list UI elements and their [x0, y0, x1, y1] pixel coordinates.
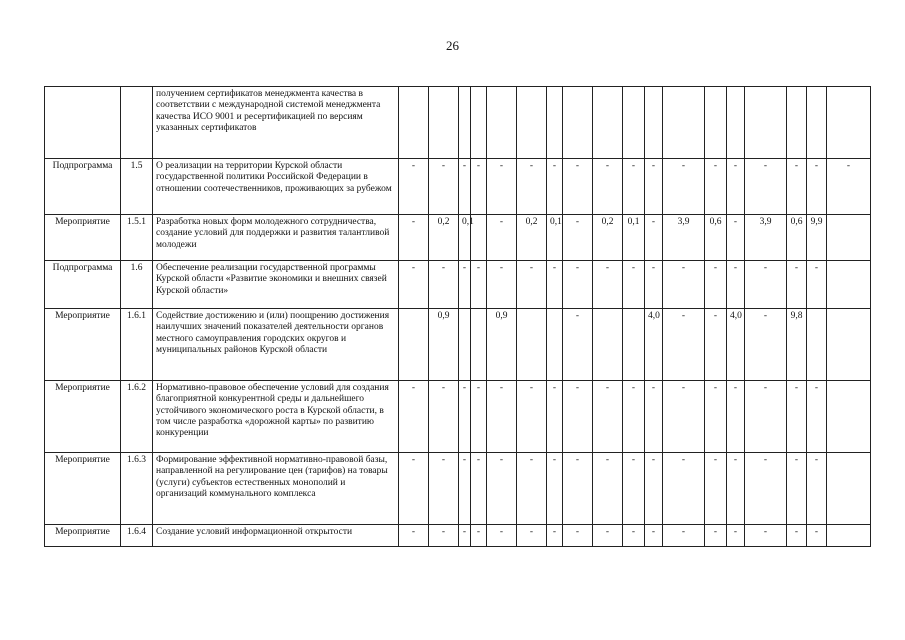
value-cell: [429, 87, 459, 159]
value-text: -: [529, 263, 534, 273]
value-cell: [807, 381, 827, 453]
value-cell: [429, 453, 459, 525]
row-type-cell: Мероприятие: [45, 215, 121, 261]
value-cell: [645, 381, 663, 453]
value-cell: [787, 525, 807, 547]
value-cell: [745, 525, 787, 547]
value-cell: [399, 381, 429, 453]
value-cell: [787, 261, 807, 309]
value-text: 4,0: [730, 311, 742, 321]
value-text: -: [552, 263, 557, 273]
value-text: -: [814, 161, 819, 171]
value-text: -: [814, 263, 819, 273]
value-text: -: [552, 161, 557, 171]
value-text: -: [631, 263, 636, 273]
value-cell: [727, 261, 745, 309]
value-text: -: [681, 311, 686, 321]
value-text: -: [681, 161, 686, 171]
value-text: 0,6: [709, 217, 722, 227]
value-text: -: [462, 383, 467, 393]
row-description-cell: Нормативно-правовое обеспечение условий для создания благоприятной конкурентной среды и дальнейшего устойчивого экономического роста в Курской области, в том числе разработка «дорожной карты» по развитию конкуренции: [153, 381, 399, 453]
row-code-cell: 1.6.4: [121, 525, 153, 547]
value-text: -: [575, 161, 580, 171]
value-text: -: [763, 311, 768, 321]
table-row: [45, 159, 871, 215]
value-cell: [645, 215, 663, 261]
value-text: 3,9: [759, 217, 772, 227]
row-type-cell: [45, 87, 121, 159]
value-text: -: [713, 311, 718, 321]
value-cell: [807, 453, 827, 525]
value-text: 4,0: [648, 311, 660, 321]
value-cell: [593, 87, 623, 159]
value-cell: [623, 453, 645, 525]
value-cell: [459, 215, 474, 261]
value-cell: [787, 309, 807, 381]
row-description-cell: Разработка новых форм молодежного сотрудничества, создание условий для поддержки и развития талантливой молодежи: [153, 215, 399, 261]
value-text: -: [681, 263, 686, 273]
row-description-cell: О реализации на территории Курской области государственной политики Российской Федерации в отношении соотечественников, проживающих за рубежом: [153, 159, 399, 215]
value-text: -: [575, 217, 580, 227]
value-cell: [547, 381, 563, 453]
value-cell: [487, 453, 517, 525]
value-text: -: [651, 217, 656, 227]
value-text: -: [814, 383, 819, 393]
value-text: -: [411, 263, 416, 273]
row-type-cell: Подпрограмма: [45, 261, 121, 309]
value-cell: [517, 215, 547, 261]
value-text: -: [763, 161, 768, 171]
value-text: -: [651, 383, 656, 393]
value-text: 0,1: [550, 217, 562, 227]
table-row: [45, 261, 871, 309]
value-cell: [547, 525, 563, 547]
value-cell: [807, 87, 827, 159]
value-text: -: [631, 455, 636, 465]
value-cell: [827, 159, 871, 215]
value-text: -: [552, 383, 557, 393]
value-text: -: [733, 161, 738, 171]
value-text: -: [441, 383, 446, 393]
value-text: -: [763, 263, 768, 273]
value-cell: [807, 309, 827, 381]
value-cell: [459, 381, 471, 453]
value-text: -: [529, 527, 534, 537]
value-text: -: [476, 383, 481, 393]
value-text: -: [605, 263, 610, 273]
value-cell: [563, 261, 593, 309]
value-text: -: [763, 527, 768, 537]
value-cell: [547, 453, 563, 525]
value-text: -: [631, 161, 636, 171]
value-text: -: [476, 455, 481, 465]
value-text: -: [575, 263, 580, 273]
value-cell: [429, 309, 459, 381]
value-cell: [727, 525, 745, 547]
value-text: -: [763, 383, 768, 393]
value-cell: [517, 309, 547, 381]
value-cell: [645, 525, 663, 547]
value-cell: [399, 261, 429, 309]
value-cell: [827, 215, 871, 261]
value-text: -: [651, 161, 656, 171]
value-cell: [827, 525, 871, 547]
value-cell: [623, 525, 645, 547]
value-text: -: [733, 383, 738, 393]
value-text: -: [631, 383, 636, 393]
value-text: 9,9: [810, 217, 823, 227]
value-text: -: [499, 383, 504, 393]
value-text: -: [681, 455, 686, 465]
value-cell: [593, 381, 623, 453]
table-row: [45, 87, 871, 159]
value-text: -: [605, 455, 610, 465]
value-cell: [705, 381, 727, 453]
row-code-cell: 1.6.3: [121, 453, 153, 525]
value-text: -: [575, 383, 580, 393]
value-text: -: [846, 161, 851, 171]
value-text: -: [794, 455, 799, 465]
value-cell: [663, 453, 705, 525]
value-cell: [593, 453, 623, 525]
value-cell: [807, 525, 827, 547]
value-cell: [547, 215, 563, 261]
value-text: -: [651, 263, 656, 273]
row-description-cell: получением сертификатов менеджмента качества в соответствии с международной системой менеджмента качества ИСО 9001 и ресертификацией по версиям указанных сертификатов: [153, 87, 399, 159]
value-cell: [471, 87, 487, 159]
value-text: 3,9: [677, 217, 690, 227]
value-cell: [663, 159, 705, 215]
value-text: -: [794, 527, 799, 537]
value-cell: [563, 215, 593, 261]
value-cell: [459, 309, 471, 381]
value-cell: [787, 453, 807, 525]
value-cell: [663, 215, 705, 261]
value-cell: [745, 453, 787, 525]
value-text: -: [605, 161, 610, 171]
value-text: -: [462, 527, 467, 537]
row-code-cell: 1.5.1: [121, 215, 153, 261]
value-cell: [745, 261, 787, 309]
value-text: -: [499, 263, 504, 273]
value-cell: [563, 309, 593, 381]
value-text: -: [529, 161, 534, 171]
value-cell: [745, 87, 787, 159]
value-text: -: [814, 527, 819, 537]
value-text: -: [794, 161, 799, 171]
row-code-cell: 1.5: [121, 159, 153, 215]
value-text: -: [411, 383, 416, 393]
value-text: -: [499, 455, 504, 465]
row-type-cell: Мероприятие: [45, 381, 121, 453]
value-text: -: [552, 527, 557, 537]
value-cell: [547, 87, 563, 159]
value-cell: [429, 159, 459, 215]
value-text: -: [605, 527, 610, 537]
value-cell: [517, 525, 547, 547]
value-cell: [487, 87, 517, 159]
value-cell: [727, 159, 745, 215]
value-text: -: [713, 161, 718, 171]
value-cell: [827, 381, 871, 453]
value-text: -: [794, 383, 799, 393]
table-row: [45, 453, 871, 525]
value-cell: [593, 261, 623, 309]
value-text: -: [575, 527, 580, 537]
value-cell: [487, 309, 517, 381]
value-cell: [517, 261, 547, 309]
value-text: -: [462, 161, 467, 171]
value-cell: [787, 87, 807, 159]
value-text: -: [575, 455, 580, 465]
value-text: -: [411, 217, 416, 227]
value-cell: [663, 261, 705, 309]
value-cell: [787, 215, 807, 261]
value-cell: [623, 381, 645, 453]
value-cell: [563, 159, 593, 215]
value-cell: [593, 309, 623, 381]
value-cell: [645, 453, 663, 525]
value-cell: [727, 309, 745, 381]
value-cell: [563, 525, 593, 547]
value-cell: [429, 215, 459, 261]
value-cell: [645, 309, 663, 381]
value-cell: [459, 261, 471, 309]
value-text: 0,1: [627, 217, 640, 227]
value-cell: [429, 381, 459, 453]
row-description-cell: Содействие достижению и (или) поощрению достижения наилучших значений показателей деятельности органов местного самоуправления городских округов и муниципальных районов Курской области: [153, 309, 399, 381]
value-cell: [429, 525, 459, 547]
value-cell: [827, 87, 871, 159]
value-cell: [563, 453, 593, 525]
value-cell: [705, 261, 727, 309]
value-cell: [623, 159, 645, 215]
value-cell: [459, 525, 471, 547]
value-cell: [399, 87, 429, 159]
value-text: -: [411, 161, 416, 171]
value-cell: [705, 525, 727, 547]
row-code-cell: 1.6: [121, 261, 153, 309]
value-cell: [727, 215, 745, 261]
value-text: -: [529, 383, 534, 393]
value-cell: [623, 215, 645, 261]
value-text: 0,2: [437, 217, 450, 227]
value-cell: [663, 309, 705, 381]
value-text: -: [605, 383, 610, 393]
value-text: 0,2: [525, 217, 538, 227]
row-type-cell: Мероприятие: [45, 453, 121, 525]
value-cell: [645, 261, 663, 309]
value-text: -: [713, 455, 718, 465]
value-cell: [593, 525, 623, 547]
value-cell: [807, 215, 827, 261]
row-type-cell: Мероприятие: [45, 525, 121, 547]
value-cell: [429, 261, 459, 309]
value-text: -: [462, 455, 467, 465]
value-cell: [517, 381, 547, 453]
value-cell: [547, 159, 563, 215]
value-cell: [399, 309, 429, 381]
value-cell: [727, 381, 745, 453]
value-cell: [705, 215, 727, 261]
budget-table: [44, 86, 871, 547]
row-type-cell: Мероприятие: [45, 309, 121, 381]
value-cell: [745, 381, 787, 453]
value-cell: [705, 309, 727, 381]
value-cell: [827, 261, 871, 309]
value-cell: [705, 159, 727, 215]
table-row: [45, 525, 871, 547]
value-text: -: [499, 527, 504, 537]
value-text: -: [814, 455, 819, 465]
value-cell: [745, 215, 787, 261]
value-text: -: [441, 527, 446, 537]
value-cell: [787, 159, 807, 215]
value-cell: [547, 261, 563, 309]
value-cell: [459, 453, 471, 525]
value-cell: [663, 525, 705, 547]
value-text: -: [411, 527, 416, 537]
value-text: -: [733, 527, 738, 537]
value-cell: [827, 453, 871, 525]
value-text: -: [713, 383, 718, 393]
value-text: -: [529, 455, 534, 465]
value-text: -: [462, 263, 467, 273]
value-cell: [623, 87, 645, 159]
value-text: -: [794, 263, 799, 273]
value-text: -: [651, 527, 656, 537]
value-cell: [487, 159, 517, 215]
value-text: 0,2: [601, 217, 614, 227]
row-description-cell: Создание условий информационной открытости: [153, 525, 399, 547]
value-text: -: [552, 455, 557, 465]
value-cell: [593, 159, 623, 215]
value-cell: [727, 453, 745, 525]
value-text: -: [713, 263, 718, 273]
row-code-cell: 1.6.2: [121, 381, 153, 453]
value-cell: [593, 215, 623, 261]
value-cell: [487, 261, 517, 309]
value-text: -: [575, 311, 580, 321]
value-cell: [471, 525, 487, 547]
value-text: -: [681, 527, 686, 537]
value-text: -: [411, 455, 416, 465]
value-cell: [487, 381, 517, 453]
row-code-cell: 1.6.1: [121, 309, 153, 381]
value-cell: [563, 87, 593, 159]
value-cell: [807, 159, 827, 215]
value-cell: [399, 453, 429, 525]
value-cell: [645, 159, 663, 215]
value-cell: [563, 381, 593, 453]
value-cell: [471, 381, 487, 453]
value-cell: [471, 453, 487, 525]
value-cell: [727, 87, 745, 159]
value-cell: [645, 87, 663, 159]
row-description-cell: Формирование эффективной нормативно-правовой базы, направленной на регулирование цен (тарифов) на товары (услуги) субъектов естественных монополий и организаций коммунального комплекса: [153, 453, 399, 525]
value-cell: [705, 453, 727, 525]
value-cell: [745, 309, 787, 381]
value-text: 9,8: [790, 311, 803, 321]
value-text: -: [476, 161, 481, 171]
row-description-cell: Обеспечение реализации государственной программы Курской области «Развитие экономики и внешних связей Курской области»: [153, 261, 399, 309]
value-cell: [459, 159, 471, 215]
value-cell: [827, 309, 871, 381]
value-cell: [623, 261, 645, 309]
value-cell: [487, 215, 517, 261]
value-cell: [517, 453, 547, 525]
value-text: -: [476, 527, 481, 537]
value-text: -: [499, 161, 504, 171]
value-text: -: [476, 263, 481, 273]
value-cell: [517, 87, 547, 159]
table-row: [45, 215, 871, 261]
value-cell: [547, 309, 563, 381]
row-code-cell: [121, 87, 153, 159]
value-cell: [459, 87, 471, 159]
value-cell: [471, 261, 487, 309]
value-cell: [471, 159, 487, 215]
value-text: -: [631, 527, 636, 537]
value-cell: [807, 261, 827, 309]
value-cell: [787, 381, 807, 453]
page-number: 26: [446, 38, 459, 53]
value-text: -: [713, 527, 718, 537]
value-text: -: [733, 263, 738, 273]
value-cell: [399, 215, 429, 261]
value-text: -: [733, 217, 738, 227]
value-text: 0,9: [437, 311, 450, 321]
value-text: -: [733, 455, 738, 465]
value-text: -: [499, 217, 504, 227]
value-text: -: [651, 455, 656, 465]
value-cell: [471, 309, 487, 381]
value-cell: [663, 381, 705, 453]
value-cell: [623, 309, 645, 381]
table-row: [45, 381, 871, 453]
value-cell: [705, 87, 727, 159]
value-cell: [399, 525, 429, 547]
value-cell: [663, 87, 705, 159]
value-text: -: [441, 263, 446, 273]
value-text: -: [763, 455, 768, 465]
table-row: [45, 309, 871, 381]
row-type-cell: Подпрограмма: [45, 159, 121, 215]
value-cell: [399, 159, 429, 215]
value-text: -: [441, 455, 446, 465]
value-text: 0,6: [790, 217, 803, 227]
value-text: 0,1: [462, 217, 474, 227]
value-text: 0,9: [495, 311, 508, 321]
value-cell: [745, 159, 787, 215]
value-text: -: [441, 161, 446, 171]
value-cell: [517, 159, 547, 215]
value-cell: [487, 525, 517, 547]
value-text: -: [681, 383, 686, 393]
